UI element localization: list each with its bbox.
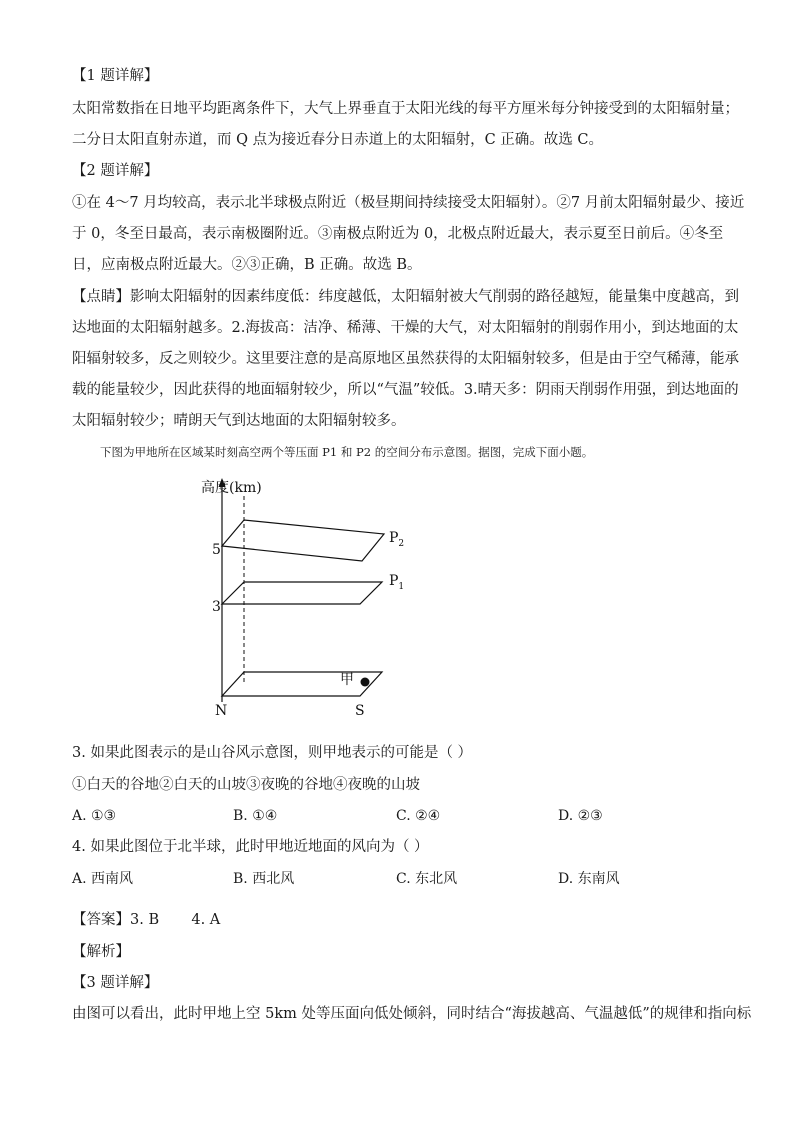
note-line-2: 达地面的太阳辐射越多。2.海拔高：洁净、稀薄、干燥的大气，对太阳辐射的削弱作用小，到达地面的太 <box>72 320 739 336</box>
note-line-4: 载的能量较少，因此获得的地面辐射较少，所以“气温”较低。3.晴天多：阴雨天削弱作用强，到达地面的 <box>72 382 739 398</box>
height-axis-label: 高度(km) <box>201 480 262 496</box>
figure-caption: 下图为甲地所在区域某时刻高空两个等压面 P1 和 P2 的空间分布示意图。据图，完成下面小题。 <box>100 445 594 459</box>
section1-heading: 【1 题详解】 <box>72 68 159 84</box>
section2-line-1: ①在 4～7 月均较高，表示北半球极点附近（极昼期间持续接受太阳辐射）。②7 月前太阳辐射最少、接近 <box>72 195 745 211</box>
q3-option-c: C. ②④ <box>396 808 441 824</box>
tick-5km: 5 <box>212 542 221 558</box>
q3-option-a: A. ①③ <box>72 808 117 824</box>
north-label: N <box>215 703 228 719</box>
section2-heading: 【2 题详解】 <box>72 163 159 179</box>
section2-line-2: 于 0，冬至日最高，表示南极圈附近。③南极点附近为 0，北极点附近最大，表示夏至日前后。④冬至 <box>72 226 724 242</box>
q4-option-b: B. 西北风 <box>233 871 295 887</box>
isobaric-surface-p1 <box>222 582 382 604</box>
section1-line-1: 太阳常数指在日地平均距离条件下，大气上界垂直于太阳光线的每平方厘米每分钟接受到的太阳辐射量； <box>72 101 739 117</box>
q4-stem: 4. 如果此图位于北半球，此时甲地近地面的风向为（ ） <box>72 839 429 855</box>
answer-line <box>72 910 220 930</box>
section3-heading: 【3 题详解】 <box>72 975 159 991</box>
q3-stem: 3. 如果此图表示的是山谷风示意图，则甲地表示的可能是（ ） <box>72 745 473 761</box>
point-jia-marker <box>361 678 370 687</box>
q4-option-d: D. 东南风 <box>558 871 620 887</box>
isobaric-surface-diagram <box>190 470 430 720</box>
q3-choices: ①白天的谷地②白天的山坡③夜晚的谷地④夜晚的山坡 <box>72 777 420 793</box>
q3-option-b: B. ①④ <box>233 808 278 824</box>
answer-text: 3. B 4. A <box>130 912 221 928</box>
point-jia-label: 甲 <box>340 672 354 688</box>
q4-option-a: A. 西南风 <box>72 871 134 887</box>
note-line-5: 太阳辐射较少；晴朗天气到达地面的太阳辐射较多。 <box>72 413 406 429</box>
isobaric-surface-p2 <box>222 520 384 561</box>
section1-line-2: 二分日太阳直射赤道，而 Q 点为接近春分日赤道上的太阳辐射，C 正确。故选 C。 <box>72 132 604 148</box>
tick-3km: 3 <box>212 599 221 615</box>
ground-surface <box>222 672 382 696</box>
south-label: S <box>355 703 365 719</box>
p2-label: $P_2$ <box>389 530 405 549</box>
q4-option-c: C. 东北风 <box>396 871 458 887</box>
q3-option-d: D. ②③ <box>558 808 603 824</box>
answer-label: 【答案】 <box>72 912 130 928</box>
section3-line-1: 由图可以看出，此时甲地上空 5km 处等压面向低处倾斜，同时结合“海拔越高、气温越低”的规律和指向标 <box>72 1006 752 1022</box>
analysis-heading: 【解析】 <box>72 944 130 960</box>
p1-label: $P_1$ <box>389 573 405 592</box>
note-line-1: 【点睛】影响太阳辐射的因素纬度低：纬度越低，太阳辐射被大气削弱的路径越短，能量集中度越高，到 <box>72 289 739 305</box>
section2-line-3: 日，应南极点附近最大。②③正确，B 正确。故选 B。 <box>72 257 422 273</box>
note-line-3: 阳辐射较多，反之则较少。这里要注意的是高原地区虽然获得的太阳辐射较多，但是由于空气稀薄，能承 <box>72 351 739 367</box>
